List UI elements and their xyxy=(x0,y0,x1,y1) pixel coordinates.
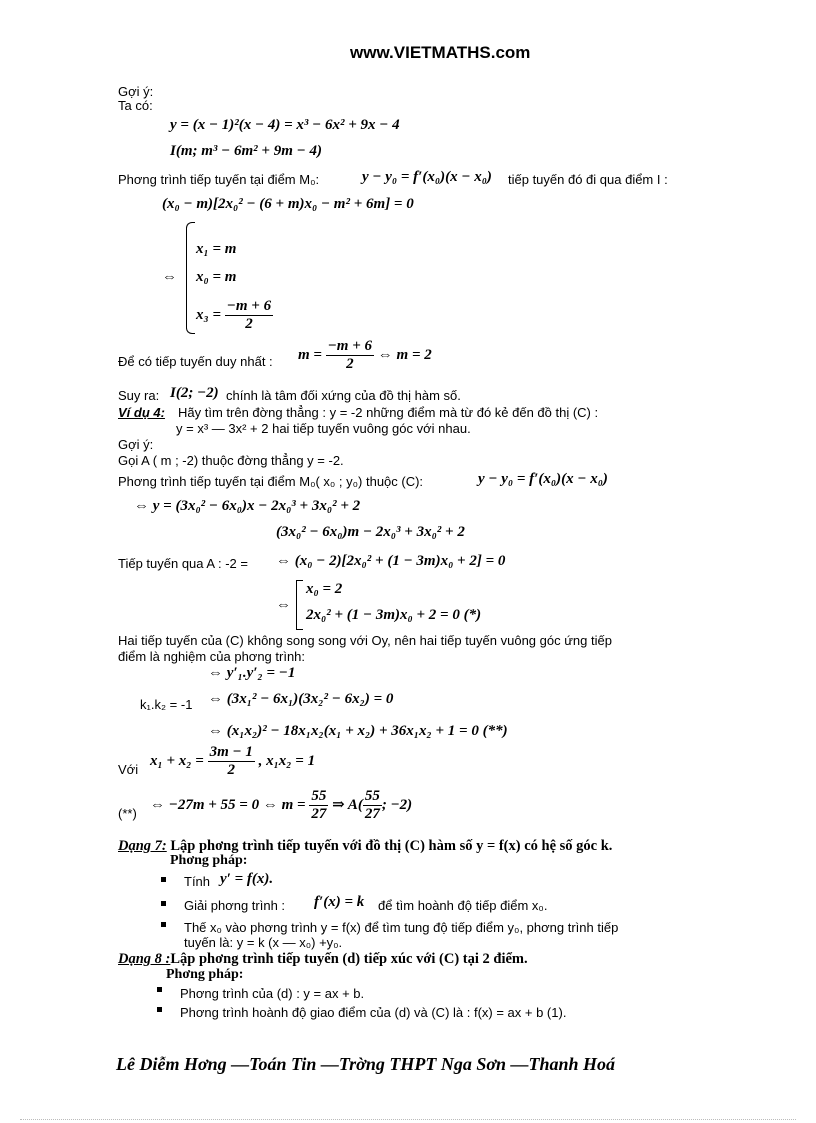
system-eq-1: x₁ = m xyxy=(196,241,237,257)
hint-label: Gợi ý: xyxy=(118,84,154,99)
vieta-values: x₁ + x₂ = $\frac{3m - 1}{2}$ , x₁x₂ = 1 xyxy=(150,744,316,778)
paragraph-line-1: Hai tiếp tuyến của (C) không song song với Oy, nên hai tiếp tuyến vuông góc ứng tiếp xyxy=(118,633,612,648)
center-point: I(2; −2) xyxy=(170,385,219,401)
form-7-slope-equation: f′(x) = k xyxy=(314,894,365,910)
through-a-text: Tiếp tuyến qua A : -2 = xyxy=(118,556,248,571)
paragraph-line-2: điểm là nghiệm của phơng trình: xyxy=(118,649,306,664)
hint-label-2: Gợi ý: xyxy=(118,437,154,452)
form-7-method: Phơng pháp: xyxy=(170,853,248,868)
form-8-heading: Dạng 8 :Lập phơng trình tiếp tuyến (d) tiếp xúc với (C) tại 2 điểm. xyxy=(118,951,528,967)
slope-product: ⇔ y′₁.y′₂ = −1 xyxy=(208,665,296,681)
form-7-heading: Dạng 7: Lập phơng trình tiếp tuyến với đồ thị (C) hàm số y = f(x) có hệ số góc k. xyxy=(118,838,613,854)
tangent-formula: y − y₀ = f′(x₀)(x − x₀) xyxy=(362,169,492,185)
form-8-step-2: Phơng trình hoành độ giao điểm của (d) và (C) là : f(x) = ax + b (1). xyxy=(180,1005,567,1020)
form-7-step-2: Giải phơng trình : xyxy=(184,898,286,913)
form-7-derivative: y′ = f(x). xyxy=(220,871,274,887)
tangent-text-2: Phơng trình tiếp tuyến tại điểm M₀( x₀ ; y₀) thuộc (C): xyxy=(118,474,424,489)
case-2: 2x₀² + (1 − 3m)x₀ + 2 = 0 (*) xyxy=(306,607,482,623)
iff-symbol-2: ⇔ xyxy=(276,597,291,613)
unique-equation: m = $\frac{-m + 6}{2}$ ⇔ m = 2 xyxy=(298,338,432,372)
suyra-rest: chính là tâm đối xứng của đồ thị hàm số. xyxy=(226,388,461,403)
equation-factor: (x₀ − m)[2x₀² − (6 + m)x₀ − m² + 6m] = 0 xyxy=(162,196,414,212)
example-4-curve: y = x³ — 3x² + 2 hai tiếp tuyến vuông góc với nhau. xyxy=(176,421,471,436)
form-8-method: Phơng pháp: xyxy=(166,967,244,982)
equation-point-i: I(m; m³ − 6m² + 9m − 4) xyxy=(170,143,322,159)
example-4-label: Ví dụ 4: xyxy=(118,405,165,420)
form-7-step-1: Tính xyxy=(184,874,211,889)
tangent-text-b: tiếp tuyến đó đi qua điểm I : xyxy=(508,172,668,187)
tangent-formula-2: y − y₀ = f′(x₀)(x − x₀) xyxy=(478,471,608,487)
form-7-step-3b: tuyến là: y = k (x — x₀) +y₀. xyxy=(184,935,343,950)
case-1: x₀ = 2 xyxy=(306,581,343,597)
factor-equation-2: ⇔ (x₀ − 2)[2x₀² + (1 − 3m)x₀ + 2] = 0 xyxy=(276,553,506,569)
bullet xyxy=(161,901,166,906)
form-7-step-3: Thế x₀ vào phơng trình y = f(x) để tìm tung độ tiếp điểm y₀, phơng trình tiếp xyxy=(184,920,619,935)
footer-author: Lê Diễm Hơng —Toán Tin —Trờng THPT Nga Sơn —Thanh Hoá xyxy=(116,1054,616,1074)
suyra-label: Suy ra: xyxy=(118,388,160,403)
tangent-at-m: (3x₀² − 6x₀)m − 2x₀³ + 3x₀² + 2 xyxy=(276,524,465,540)
final-result: ⇔ −27m + 55 = 0 ⇔ m = $\frac{55}{27}$ ⇒ A( $\frac{55}{27}$ ; −2) xyxy=(150,788,413,822)
system-eq-3: x₃ = $\frac{-m + 6}{2}$ xyxy=(196,298,272,332)
case-bracket xyxy=(296,580,303,630)
tangent-text: Phơng trình tiếp tuyến tại điểm M₀: xyxy=(118,172,320,187)
point-a-text: Gọi A ( m ; -2) thuộc đờng thẳng y = -2. xyxy=(118,453,344,468)
example-4-text: Hãy tìm trên đờng thẳng : y = -2 những điểm mà từ đó kẻ đến đồ thị (C) : xyxy=(178,405,599,420)
page-bottom-line xyxy=(20,1119,796,1120)
double-star-label: (**) xyxy=(118,806,137,821)
bullet xyxy=(157,987,162,992)
unique-text: Để có tiếp tuyến duy nhất : xyxy=(118,354,273,369)
vieta-equation: ⇔ (x₁x₂)² − 18x₁x₂(x₁ + x₂) + 36x₁x₂ + 1 = 0 (**) xyxy=(208,723,508,739)
form-7-step-2b: để tìm hoành độ tiếp điểm x₀. xyxy=(378,898,548,913)
tangent-expanded: ⇔ y = (3x₀² − 6x₀)x − 2x₀³ + 3x₀² + 2 xyxy=(134,498,361,514)
bullet xyxy=(161,877,166,882)
equation-y: y = (x − 1)²(x − 4) = x³ − 6x² + 9x − 4 xyxy=(170,117,400,133)
iff-symbol: ⇔ xyxy=(162,269,177,285)
system-eq-2: x₀ = m xyxy=(196,269,237,285)
slope-product-expanded: ⇔ (3x₁² − 6x₁)(3x₂² − 6x₂) = 0 xyxy=(208,691,394,707)
system-brace xyxy=(186,222,195,334)
voi-label: Với xyxy=(118,762,139,777)
k-product-label: k₁.k₂ = -1 xyxy=(140,697,193,712)
site-header: www.VIETMATHS.com xyxy=(350,43,531,62)
bullet xyxy=(157,1007,162,1012)
form-8-step-1: Phơng trình của (d) : y = ax + b. xyxy=(180,986,365,1001)
taco-label: Ta có: xyxy=(118,98,153,113)
bullet xyxy=(161,922,166,927)
